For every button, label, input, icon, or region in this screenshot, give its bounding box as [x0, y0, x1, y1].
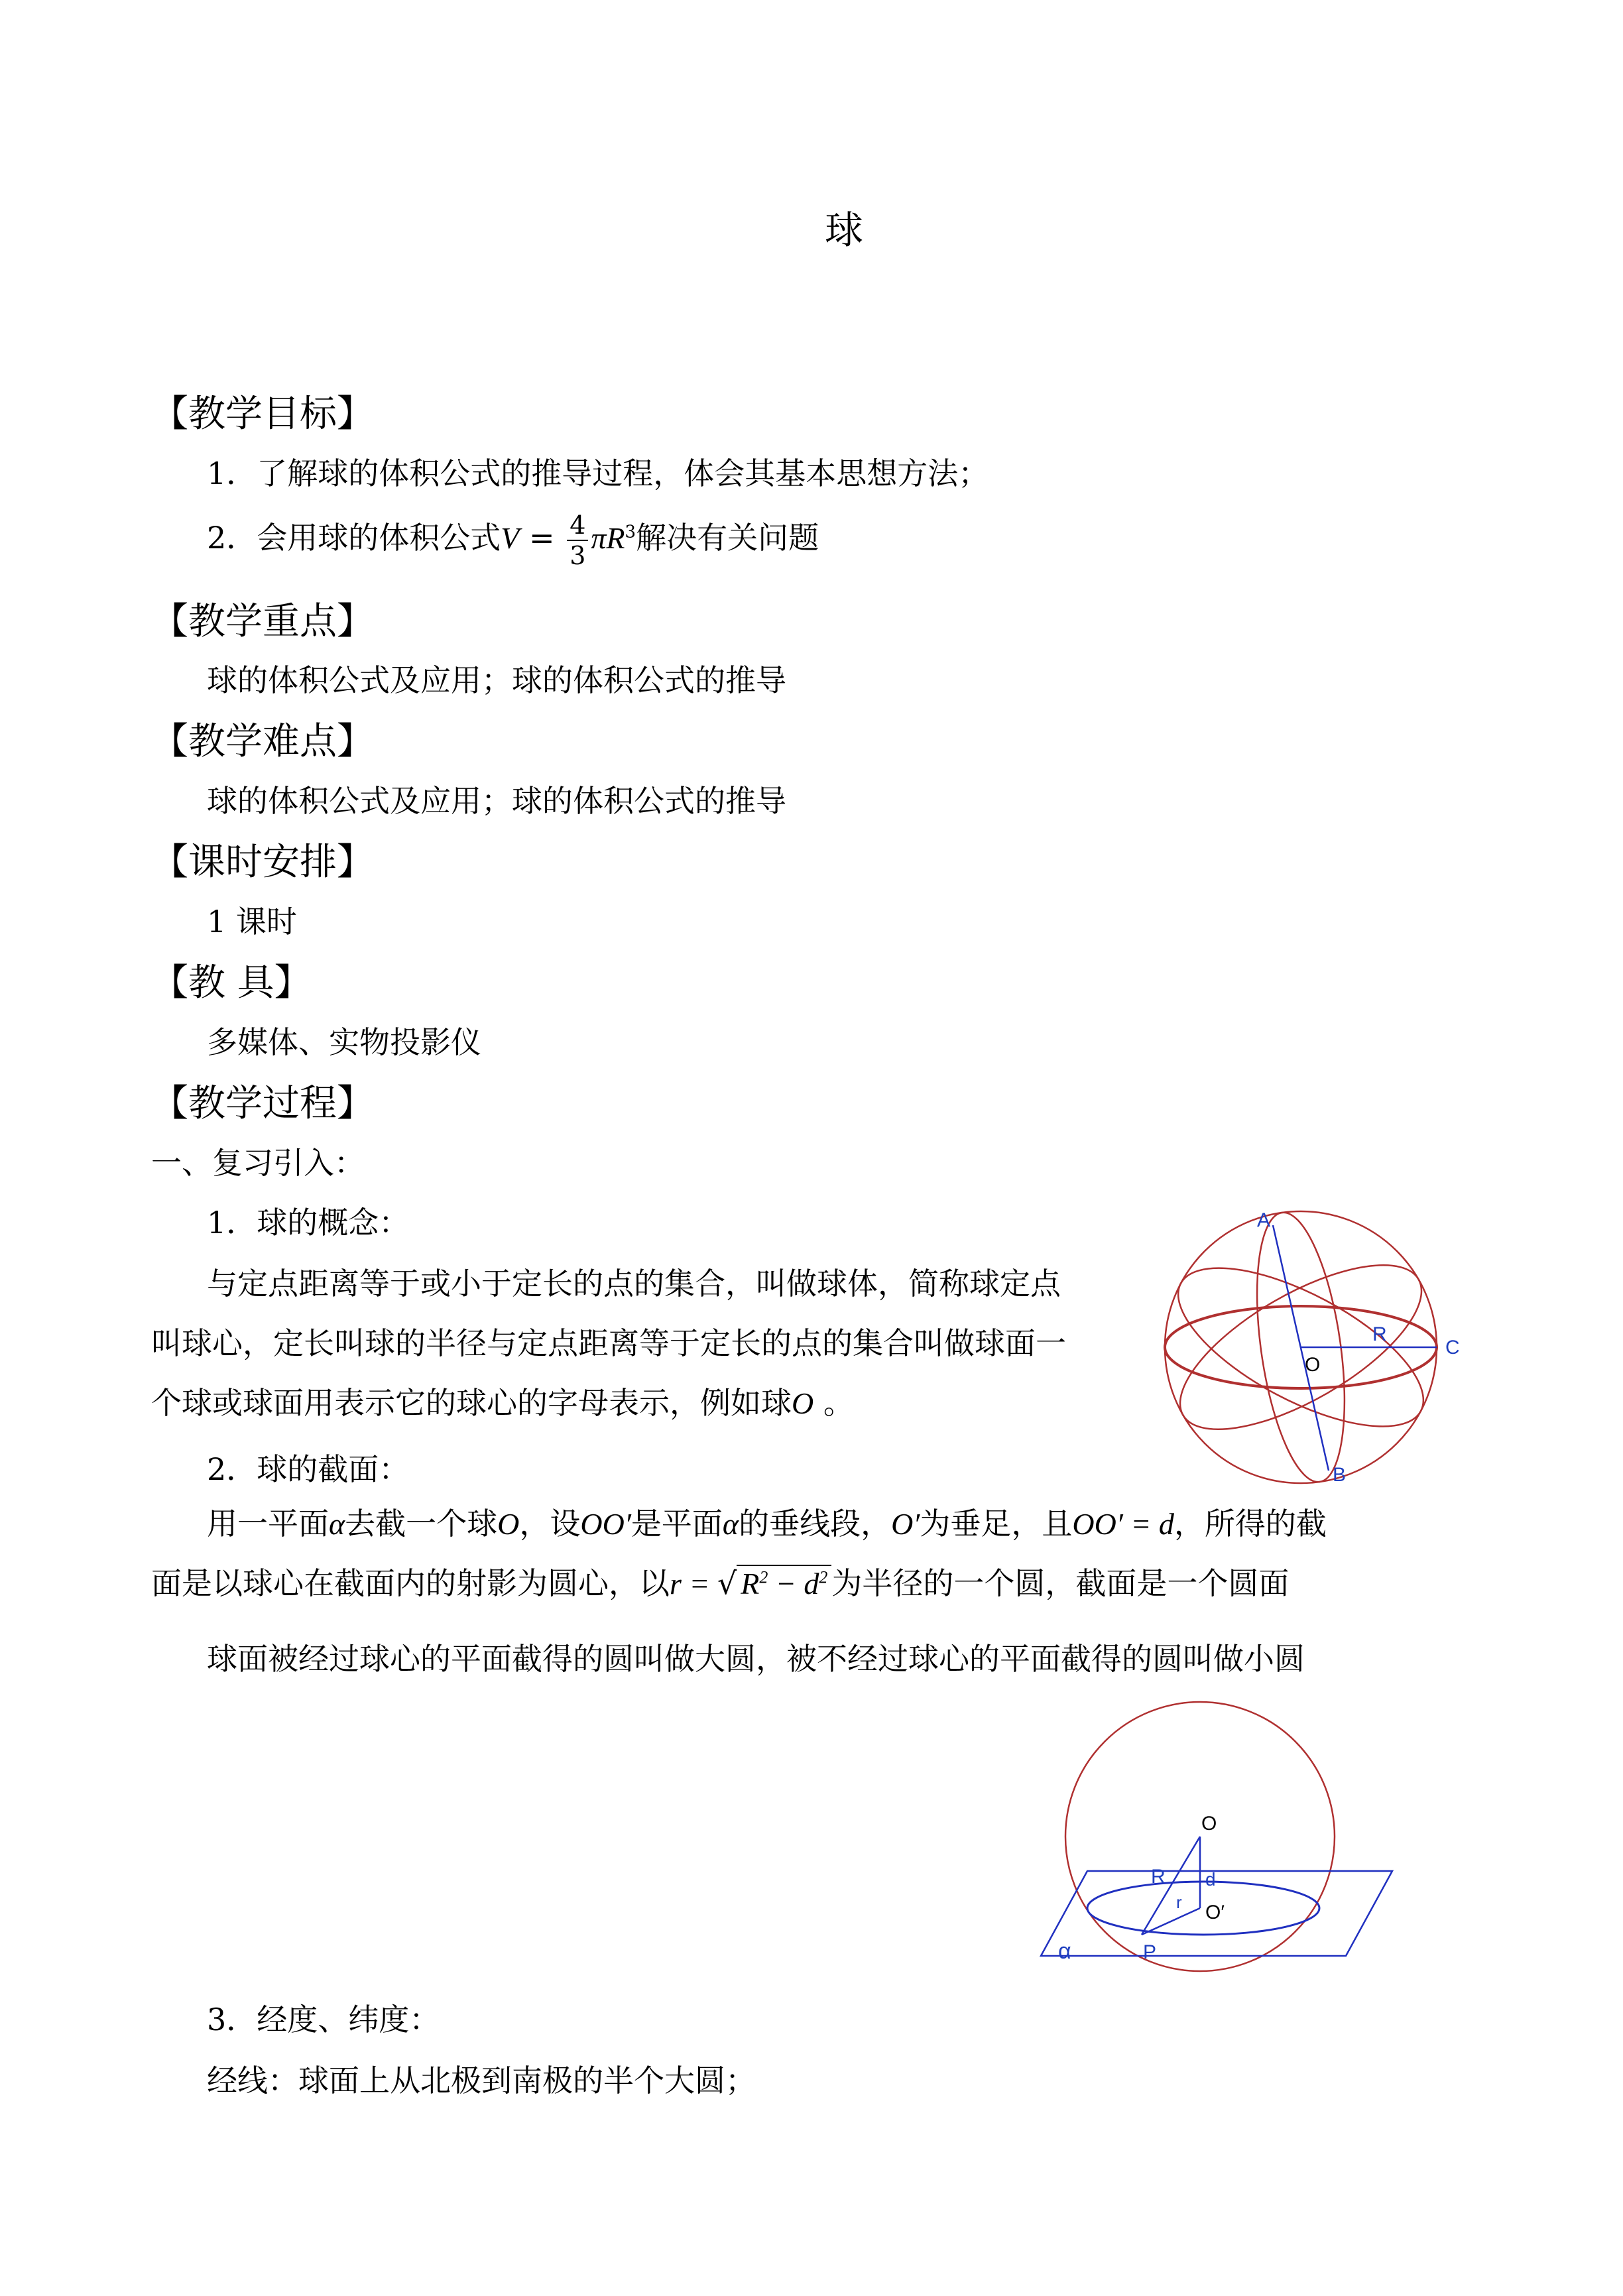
label-d: d [1205, 1869, 1216, 1890]
tools-text: 多媒体、实物投影仪 [207, 1024, 481, 1060]
label-b: B [1333, 1464, 1347, 1486]
concept-title: 1．球的概念： [207, 1205, 410, 1240]
goal-item-1: 1．了解球的体积公式的推导过程，体会其基本思想方法； [207, 455, 989, 491]
math-V: V [501, 521, 520, 555]
heading-tools: 【教 具】 [151, 961, 312, 1004]
lat-line-1: 经线：球面上从北极到南极的半个大圆； [207, 2063, 756, 2098]
lat-title: 3．经度、纬度： [207, 2002, 440, 2037]
math-R: R [606, 521, 625, 555]
math-frac-den: 3 [570, 541, 586, 570]
heading-difficult: 【教学难点】 [151, 720, 374, 763]
review-heading: 一、复习引入： [151, 1145, 365, 1181]
section-line-3: 球面被经过球心的平面截得的圆叫做大圆，被不经过球心的平面截得的圆叫做小圆 [207, 1641, 1305, 1677]
label-o: O [1305, 1354, 1321, 1376]
math-eq: = [519, 520, 565, 556]
section-line-2: 面是以球心在截面内的射影为圆心，以r = √ $R^2 - d^2$ 为半径的一个圆，截面是一个圆面 [151, 1565, 1290, 1601]
label-alpha: α [1058, 1939, 1071, 1964]
goal-item-2-prefix: 2．会用球的体积公式 [207, 520, 501, 556]
heading-schedule: 【课时安排】 [151, 841, 374, 884]
math-O: O [792, 1386, 814, 1420]
section-line-1: 用一平面α去截一个球O，设OO′是平面α的垂线段，O′为垂足，且OO′ = d，所得的截 [207, 1506, 1327, 1541]
page-title: 球 [825, 208, 864, 253]
schedule-text: 1 课时 [207, 904, 297, 939]
sqrt-sign: √ [717, 1565, 737, 1601]
section-circle [1087, 1882, 1319, 1935]
difficult-text: 球的体积公式及应用；球的体积公式的推导 [207, 783, 786, 819]
heading-process: 【教学过程】 [151, 1082, 374, 1125]
concept-line-2: 叫球心，定长叫球的半径与定点距离等于定长的点的集合叫做球面一 [151, 1325, 1066, 1361]
goal-item-2-suffix: 解决有关问题 [636, 520, 819, 556]
sphere-figure-2 [1034, 1697, 1406, 1976]
label-r-small: r [1176, 1892, 1182, 1912]
section-title: 2．球的截面： [207, 1451, 410, 1487]
math-sqrt: $R^2 - d^2$ [737, 1565, 831, 1601]
math-frac-num: 4 [567, 511, 588, 541]
math-cube: 3 [625, 522, 636, 542]
label-r: R [1372, 1323, 1387, 1345]
sphere-figure-1 [1154, 1200, 1485, 1498]
label-o: O [1201, 1813, 1217, 1835]
math-pi: π [591, 521, 607, 555]
label-r: R [1151, 1866, 1166, 1888]
math-fraction [567, 511, 588, 570]
label-c: C [1445, 1337, 1460, 1359]
goal-item-2 [207, 511, 819, 570]
heading-key: 【教学重点】 [151, 600, 374, 643]
heading-goals: 【教学目标】 [151, 393, 374, 436]
label-a: A [1257, 1209, 1271, 1231]
concept-line-3: 个球或球面用表示它的球心的字母表示，例如球O 。 [151, 1385, 854, 1421]
concept-line-1: 与定点距离等于或小于定长的点的集合，叫做球体，简称球定点 [207, 1266, 1061, 1301]
label-o-prime: O′ [1205, 1902, 1225, 1923]
key-text: 球的体积公式及应用；球的体积公式的推导 [207, 662, 786, 698]
label-p: P [1143, 1941, 1157, 1963]
